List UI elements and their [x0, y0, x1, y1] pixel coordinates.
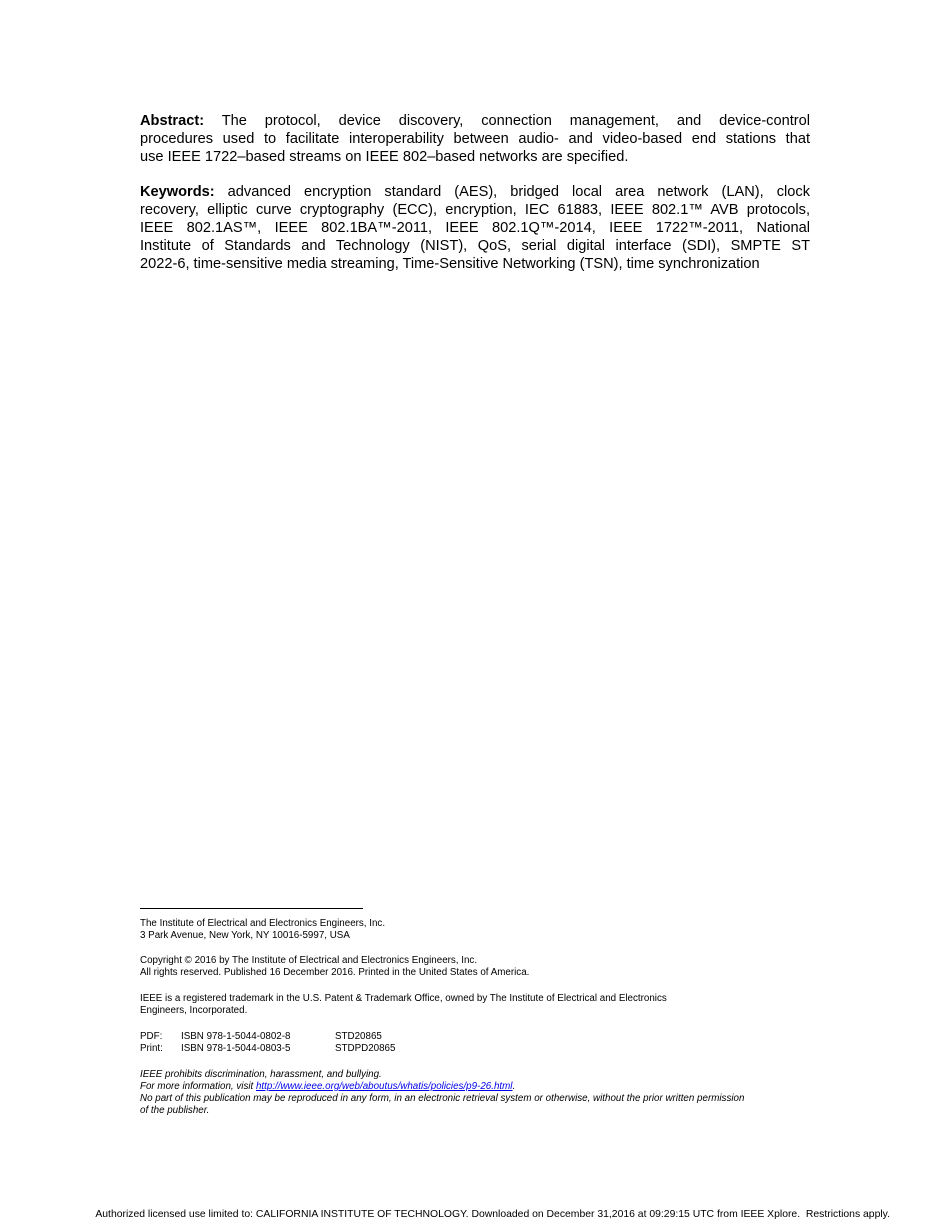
abstract-text: The protocol, device discovery, connection management, and device-control — [204, 113, 810, 129]
trademark-line: Engineers, Incorporated. — [140, 1005, 248, 1016]
keywords-line — [140, 183, 810, 201]
copyright-block — [140, 955, 820, 979]
policy-link[interactable]: http://www.ieee.org/web/aboutus/whatis/policies/p9-26.html — [255, 1081, 513, 1092]
publisher-street: 3 Park Avenue, New York, NY 10016-5997, USA — [140, 930, 350, 941]
copyright-line: Copyright © 2016 by The Institute of Electrical and Electronics Engineers, Inc. — [140, 955, 478, 966]
footnote-divider — [140, 908, 363, 909]
isbn-number: ISBN 978-1-5044-0802-8 — [181, 1031, 291, 1042]
keywords-label: Keywords: — [140, 184, 215, 200]
abstract-paragraph — [140, 112, 810, 166]
abstract-line: use IEEE 1722–based streams on IEEE 802–based networks are specified. — [140, 149, 629, 165]
keywords-line: Institute of Standards and Technology (NIST), QoS, serial digital interface (SDI), SMPTE ST — [140, 238, 810, 254]
policy-line — [140, 1081, 820, 1093]
isbn-code: STD20865 — [335, 1031, 382, 1042]
abstract-label: Abstract: — [140, 113, 205, 129]
isbn-row — [140, 1043, 820, 1055]
keywords-line: 2022-6, time-sensitive media streaming, Time-Sensitive Networking (TSN), time synchronization — [140, 256, 760, 272]
keywords-line: recovery, elliptic curve cryptography (ECC), encryption, IEC 61883, IEEE 802.1™ AVB protocols, — [140, 202, 810, 218]
keywords-line: IEEE 802.1AS™, IEEE 802.1BA™-2011, IEEE 802.1Q™-2014, IEEE 1722™-2011, National — [140, 220, 810, 236]
trademark-block — [140, 993, 820, 1017]
abstract-line: procedures used to facilitate interoperability between audio- and video-based end stations that — [140, 131, 810, 147]
keywords-text: advanced encryption standard (AES), bridged local area network (LAN), clock — [214, 184, 810, 200]
keywords-paragraph — [140, 183, 810, 273]
copyright-line: All rights reserved. Published 16 December 2016. Printed in the United States of America. — [140, 967, 530, 978]
policy-line: IEEE prohibits discrimination, harassment, and bullying. — [140, 1069, 382, 1080]
isbn-block — [140, 1031, 820, 1055]
isbn-format: Print: — [140, 1043, 163, 1054]
publisher-name: The Institute of Electrical and Electronics Engineers, Inc. — [140, 918, 386, 929]
abstract-line — [140, 112, 810, 130]
isbn-code: STDPD20865 — [335, 1043, 396, 1054]
policy-suffix: . — [512, 1081, 516, 1092]
publisher-address — [140, 918, 820, 942]
isbn-row — [140, 1031, 820, 1043]
policy-prefix: For more information, visit — [140, 1081, 256, 1092]
policy-line: No part of this publication may be reproduced in any form, in an electronic retrieval system or otherwise, without the prior written permission — [140, 1093, 745, 1104]
authorization-notice: Authorized licensed use limited to: CALIFORNIA INSTITUTE OF TECHNOLOGY. Downloaded on December 31,2016 at 09:29:15 UTC from IEEE Xplore. Restrictions apply. — [95, 1209, 890, 1220]
policy-block — [140, 1069, 820, 1117]
policy-line: of the publisher. — [140, 1105, 210, 1116]
isbn-format: PDF: — [140, 1031, 163, 1042]
isbn-number: ISBN 978-1-5044-0803-5 — [181, 1043, 291, 1054]
trademark-line: IEEE is a registered trademark in the U.S. Patent & Trademark Office, owned by The Institute of Electrical and Electronics — [140, 993, 667, 1004]
